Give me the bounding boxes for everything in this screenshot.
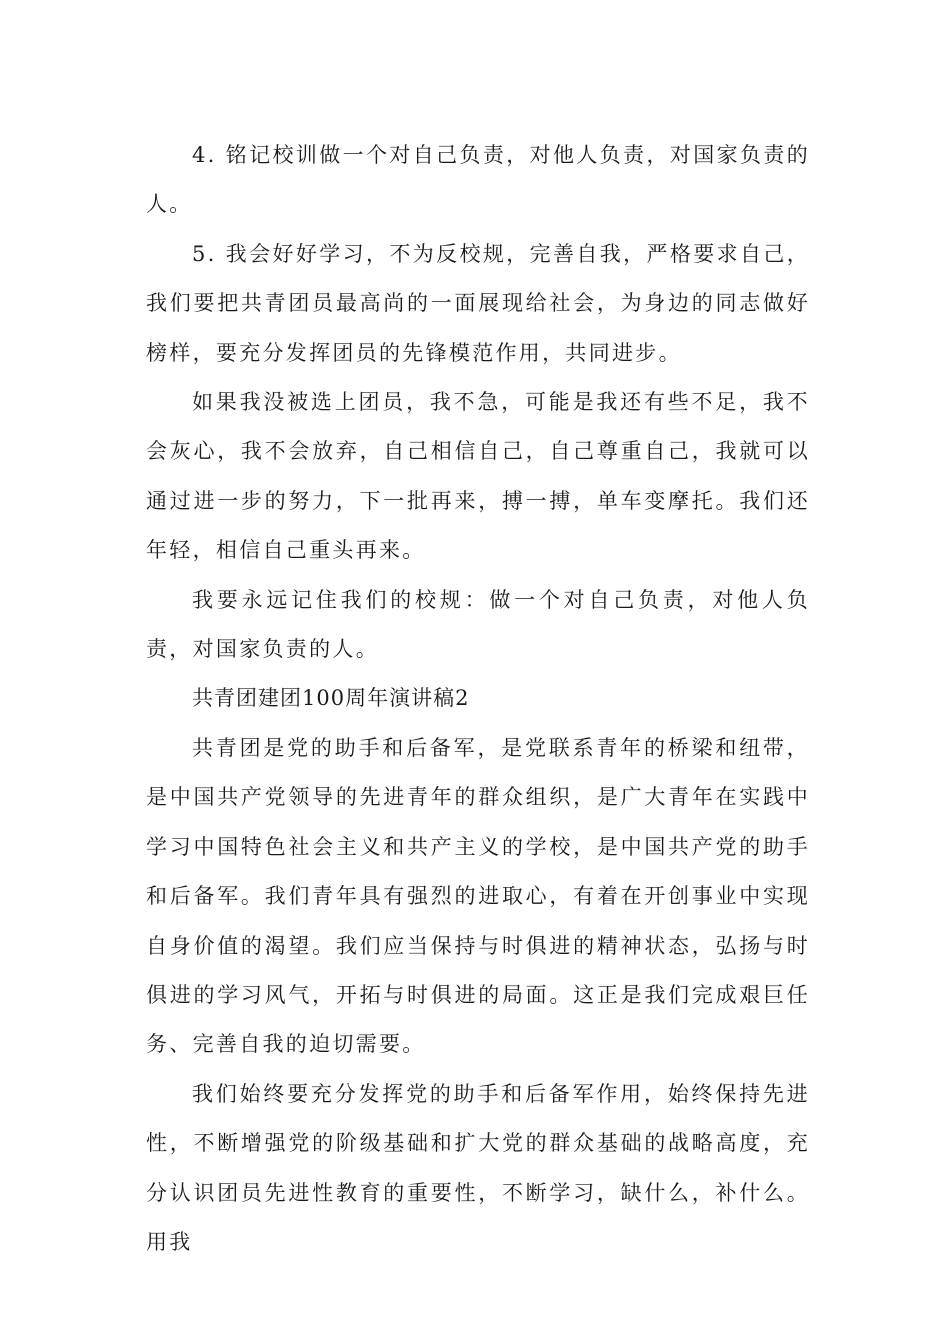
paragraph-league-role: 共青团是党的助手和后备军，是党联系青年的桥梁和纽带，是中国共产党领导的先进青年的群众组织，是广大青年在实践中学习中国特色社会主义和共产主义的学校，是中国共产党的助手和后备军。我们青年具有强烈的进取心，有着在开创事业中实现自身价值的渴望。我们应当保持与时俱进的精神状态，弘扬与时俱进的学习风气，开拓与时俱进的局面。这正是我们完成艰巨任务、完善自我的迫切需要。 — [146, 735, 810, 1057]
speech-heading: 共青团建团100周年演讲稿2 — [192, 686, 470, 711]
paragraph-advancement: 我们始终要充分发挥党的助手和后备军作用，始终保持先进性，不断增强党的阶级基础和扩大党的群众基础的战略高度，充分认识团员先进性教育的重要性，不断学习，缺什么，补什么。用我 — [146, 1081, 810, 1254]
paragraph-remember-rules: 我要永远记住我们的校规：做一个对自己负责，对他人负责，对国家负责的人。 — [146, 587, 810, 662]
paragraph-not-selected: 如果我没被选上团员，我不急，可能是我还有些不足，我不会灰心，我不会放弃，自己相信自己，自己尊重自己，我就可以通过进一步的努力，下一批再来，搏一搏，单车变摩托。我们还年轻，相信自己重头再来。 — [146, 390, 810, 563]
paragraph-item-5: 5. 我会好好学习，不为反校规，完善自我，严格要求自己，我们要把共青团员最高尚的一面展现给社会，为身边的同志做好榜样，要充分发挥团员的先锋模范作用，共同进步。 — [146, 241, 810, 365]
document-body — [146, 131, 810, 1267]
paragraph-item-4: 4. 铭记校训做一个对自己负责，对他人负责，对国家负责的人。 — [146, 143, 810, 217]
